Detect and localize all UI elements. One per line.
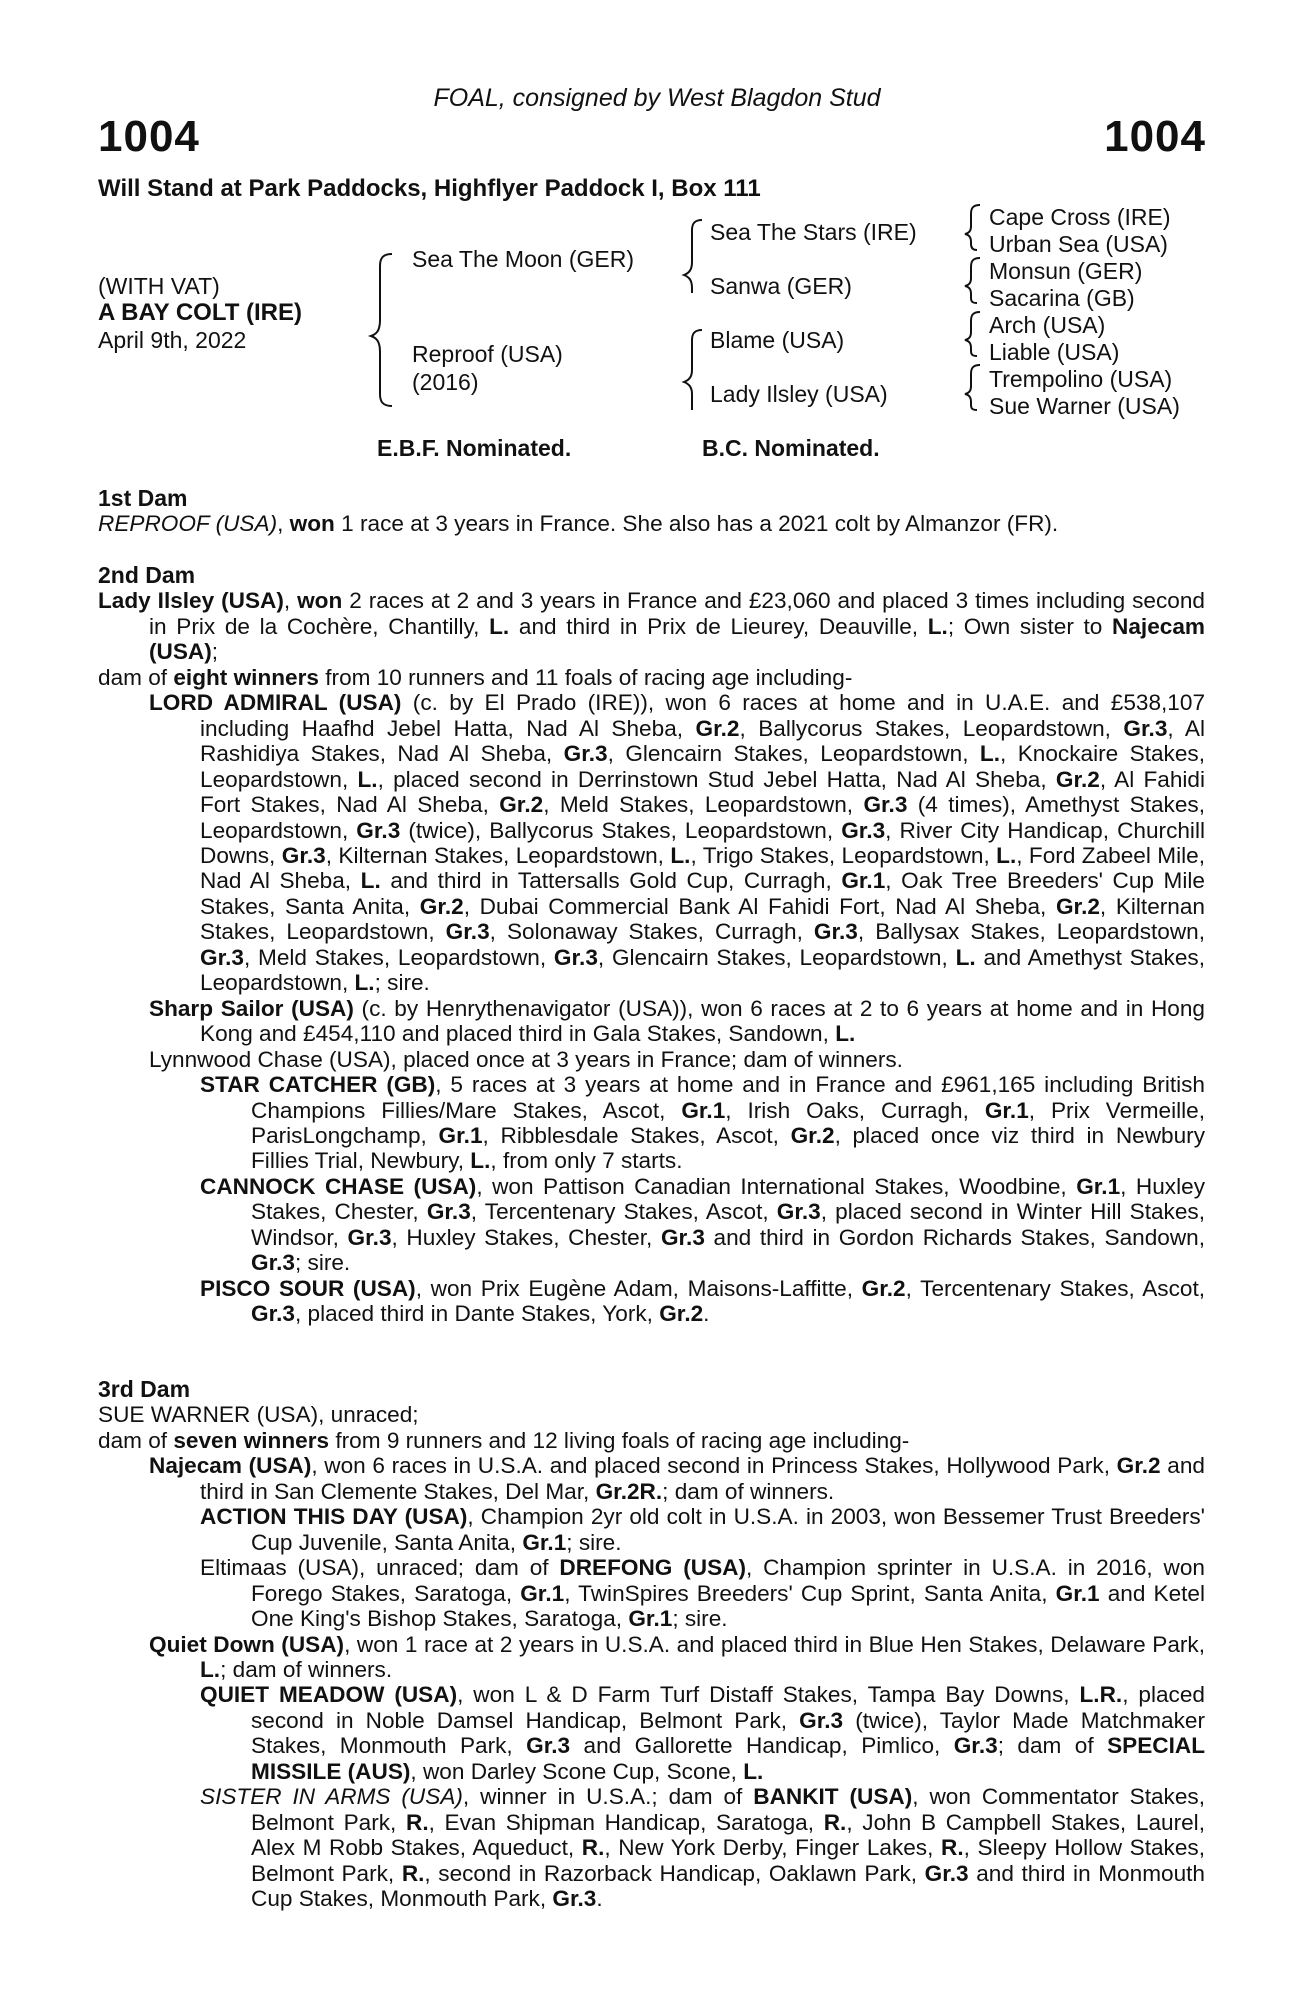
text-run: , Champion 2yr old colt in U.S.A. in 2003, won Bessemer Trust Breeders' Cup Juvenile, Santa Anita, xyxy=(251,1504,1205,1555)
sire-dam-name: Sanwa (GER) xyxy=(710,273,852,299)
text-run: ; dam of winners. xyxy=(662,1478,835,1504)
text-run: Lynnwood Chase (USA), placed once at 3 years in France; dam of winners. xyxy=(149,1046,903,1072)
text-run: , Oak Tree Breeders' Cup Mile Stakes, Santa Anita, xyxy=(200,868,1205,919)
grade-label: Gr.1 xyxy=(841,868,886,894)
grade-label: L. xyxy=(979,741,1001,767)
text-run: , Tercentenary Stakes, Ascot, xyxy=(905,1275,1206,1301)
vat-label: (WITH VAT) xyxy=(98,273,220,299)
grade-label: Gr.1 xyxy=(520,1580,565,1606)
text-run: and Ketel One King's Bishop Stakes, Saratoga, xyxy=(251,1580,1205,1632)
first-dam-won: won xyxy=(289,511,335,537)
produce-entry-quiet-down xyxy=(98,1632,1205,1683)
g3-ancestor: Urban Sea (USA) xyxy=(989,231,1168,257)
grade-label: L. xyxy=(360,868,381,894)
grade-label: Gr.1 xyxy=(1055,1580,1100,1606)
g3-ancestor: Monsun (GER) xyxy=(989,258,1143,284)
text-run: , won Darley Scone Cup, Scone, xyxy=(410,1758,744,1784)
grade-label: L. xyxy=(200,1656,221,1682)
text-run: , Ribblesdale Stakes, Ascot, xyxy=(482,1122,791,1148)
text-run: , won Commentator Stakes, Belmont Park, xyxy=(251,1784,1205,1835)
grade-label: Gr.3 xyxy=(841,817,886,843)
grade-label: Gr.3 xyxy=(552,1886,597,1912)
grade-label: Gr.3 xyxy=(953,1733,998,1759)
text-run: ; sire. xyxy=(672,1606,728,1632)
first-dam-entry: REPROOF (USA), won 1 race at 3 years in France. She also has a 2021 colt by Almanzor (FR). xyxy=(98,511,1059,537)
horse-name-ref: Quiet Down (USA) xyxy=(149,1631,345,1657)
text-run: , Meld Stakes, Leopardstown, xyxy=(243,944,554,970)
text-run: and third in Tattersalls Gold Cup, Curragh, xyxy=(380,868,842,894)
second-dam-name: Lady Ilsley (USA) xyxy=(98,588,284,614)
grade-label: Gr.2 xyxy=(419,893,464,919)
grade-label: Gr.2 xyxy=(1055,893,1100,919)
text-run: (twice), Taylor Made Matchmaker Stakes, Monmouth Park, xyxy=(251,1707,1205,1759)
g3-ancestor: Sue Warner (USA) xyxy=(989,393,1180,419)
second-dam-heading: 2nd Dam xyxy=(98,562,196,588)
grade-label: Gr.3 xyxy=(200,944,244,970)
text-run: from 10 runners and 11 foals of racing age including- xyxy=(318,664,853,690)
text-run: (c. by El Prado (IRE)), won 6 races at home and in U.A.E. and £538,107 including Haafhd Jebel Hatta, Nad Al Sheba, xyxy=(200,690,1206,741)
text-run: , placed third in Dante Stakes, York, xyxy=(294,1301,660,1327)
lot-number-left: 1004 xyxy=(98,112,200,161)
grade-label: L. xyxy=(670,842,691,868)
text-run: , xyxy=(283,588,298,614)
g3-ancestor: Arch (USA) xyxy=(989,312,1106,338)
horse-name-ref: Najecam (USA) xyxy=(149,613,1205,665)
text-run: dam of xyxy=(98,1427,174,1453)
grade-label: R. xyxy=(941,1835,964,1861)
text-run: and third in Monmouth Cup Stakes, Monmouth Park, xyxy=(251,1860,1205,1912)
grade-label: Gr.2 xyxy=(790,1122,835,1148)
grade-label: Gr.1 xyxy=(522,1529,567,1555)
produce-entry-eltimaas xyxy=(98,1555,1205,1631)
text-run: , Al Fahidi Fort Stakes, Nad Al Sheba, xyxy=(200,766,1206,818)
text-run: (twice), Ballycorus Stakes, Leopardstown, xyxy=(400,817,842,843)
horse-name-ref: QUIET MEADOW (USA) xyxy=(200,1682,458,1708)
text-run: , Sleepy Hollow Stakes, Belmont Park, xyxy=(251,1835,1205,1886)
winners-count: seven winners xyxy=(173,1427,330,1453)
brace-g3-2 xyxy=(965,258,980,303)
grade-label: Gr.3 xyxy=(445,919,490,945)
grade-label: L. xyxy=(357,766,378,792)
third-dam-section xyxy=(98,1377,1205,1912)
text-run: , Dubai Commercial Bank Al Fahidi Fort, Nad Al Sheba, xyxy=(463,893,1056,919)
horse-name-ref: Najecam (USA) xyxy=(149,1453,312,1479)
grade-label: L. xyxy=(743,1758,764,1784)
third-dam-produce-summary xyxy=(98,1428,1205,1453)
winners-count: eight winners xyxy=(173,664,319,690)
horse-name-ref: STAR CATCHER (GB) xyxy=(200,1072,436,1098)
produce-entry-quiet-meadow xyxy=(98,1682,1205,1784)
grade-label: L. xyxy=(955,944,976,970)
text-run: ; sire. xyxy=(566,1529,622,1555)
text-run: , Ballycorus Stakes, Leopardstown, xyxy=(739,715,1124,741)
grade-label: Gr.3 xyxy=(347,1224,392,1250)
produce-entry-sister-in-arms xyxy=(98,1784,1205,1911)
g3-ancestor: Liable (USA) xyxy=(989,339,1120,365)
grade-label: L. xyxy=(927,613,948,639)
text-run: from 9 runners and 12 living foals of racing age including- xyxy=(329,1427,910,1453)
grade-label: L.R. xyxy=(1079,1682,1123,1708)
text-run: , from only 7 starts. xyxy=(490,1148,683,1174)
consignor-line: FOAL, consigned by West Blagdon Stud xyxy=(433,84,881,112)
grade-label: R. xyxy=(406,1809,429,1835)
grade-label: Gr.3 xyxy=(251,1301,295,1327)
sire-name: Sea The Moon (GER) xyxy=(412,246,635,272)
produce-entry-cannock-chase xyxy=(98,1174,1205,1276)
brace-dam xyxy=(684,330,702,410)
produce-entry-najecam xyxy=(98,1453,1205,1504)
third-dam-entry xyxy=(98,1402,1205,1427)
text-run: , Kilternan Stakes, Leopardstown, xyxy=(200,893,1205,945)
text-run: and Amethyst Stakes, Leopardstown, xyxy=(200,944,1205,996)
text-run: , Knockaire Stakes, Leopardstown, xyxy=(200,741,1205,792)
text-run: , placed second in Winter Hill Stakes, Windsor, xyxy=(251,1199,1205,1250)
grade-label: Gr.1 xyxy=(984,1097,1029,1123)
text-run: and third in Gordon Richards Stakes, Sandown, xyxy=(704,1224,1206,1250)
text-run: , Prix Vermeille, ParisLongchamp, xyxy=(251,1097,1205,1148)
text-run: , Kilternan Stakes, Leopardstown, xyxy=(325,842,671,868)
won-word: won xyxy=(297,588,343,614)
text-run: , New York Derby, Finger Lakes, xyxy=(604,1835,942,1861)
grade-label: L. xyxy=(354,970,375,996)
second-dam-produce-summary xyxy=(98,665,1205,690)
dam-dam-name: Lady Ilsley (USA) xyxy=(710,381,888,407)
stand-location: Will Stand at Park Paddocks, Highflyer Paddock I, Box 111 xyxy=(98,175,761,202)
grade-label: Gr.3 xyxy=(813,919,858,945)
text-run: , Ballysax Stakes, Leopardstown, xyxy=(857,919,1205,945)
grade-label: L. xyxy=(835,1021,856,1047)
text-run: and third in San Clemente Stakes, Del Mar, xyxy=(200,1453,1205,1504)
text-run: , Solonaway Stakes, Curragh, xyxy=(489,919,814,945)
text-run: ; xyxy=(211,639,219,665)
horse-name-ref: DREFONG (USA) xyxy=(559,1555,746,1581)
text-run: . xyxy=(703,1301,710,1327)
text-run: Eltimaas (USA), unraced; dam of xyxy=(200,1555,560,1581)
text-run: , won 1 race at 2 years in U.S.A. and placed third in Blue Hen Stakes, Delaware Park, xyxy=(344,1631,1205,1657)
grade-label: Gr.2 xyxy=(861,1275,906,1301)
text-run: , placed second in Derrinstown Stud Jebel Hatta, Nad Al Sheba, xyxy=(377,766,1056,792)
text-run: 2 races at 2 and 3 years in France and £23,060 and placed 3 times including second in Prix de la Cochère, Chantilly, xyxy=(149,588,1205,639)
text-run: , 5 races at 3 years at home and in France and £961,165 including British Champions Fillies/Mare Stakes, Ascot, xyxy=(251,1072,1205,1123)
brace-g3-1 xyxy=(965,205,980,250)
text-run: and Gallorette Handicap, Pimlico, xyxy=(570,1733,954,1759)
grade-label: Gr.3 xyxy=(526,1733,571,1759)
grade-label: Gr.3 xyxy=(1123,715,1168,741)
text-run: ; sire. xyxy=(294,1250,351,1276)
produce-entry-star-catcher xyxy=(98,1072,1205,1174)
grade-label: L. xyxy=(996,842,1017,868)
horse-name-ref: BANKIT (USA) xyxy=(753,1784,913,1810)
text-run: , Evan Shipman Handicap, Saratoga, xyxy=(428,1809,824,1835)
horse-name-ref: PISCO SOUR (USA) xyxy=(200,1275,416,1301)
text-run: , Glencairn Stakes, Leopardstown, xyxy=(607,741,980,767)
text-run: , Trigo Stakes, Leopardstown, xyxy=(690,842,997,868)
horse-name-ref: Sharp Sailor (USA) xyxy=(149,995,354,1021)
grade-label: Gr.3 xyxy=(356,817,401,843)
horse-name-ref: CANNOCK CHASE (USA) xyxy=(200,1173,477,1199)
horse-name-ref: SPECIAL MISSILE (AUS) xyxy=(251,1733,1205,1784)
ebf-nomination: E.B.F. Nominated. xyxy=(377,435,572,461)
g3-ancestor: Cape Cross (IRE) xyxy=(989,204,1171,230)
text-run: , placed once viz third in Newbury Fillies Trial, Newbury, xyxy=(251,1122,1205,1174)
grade-label: Gr.1 xyxy=(681,1097,726,1123)
text-run: ; sire. xyxy=(374,970,430,996)
grade-label: Gr.3 xyxy=(660,1224,705,1250)
text-run: , Al Rashidiya Stakes, Nad Al Sheba, xyxy=(200,715,1205,767)
grade-label: Gr.3 xyxy=(553,944,598,970)
grade-label: Gr.1 xyxy=(628,1606,673,1632)
text-run: , TwinSpires Breeders' Cup Sprint, Santa Anita, xyxy=(564,1580,1056,1606)
grade-label: Gr.3 xyxy=(799,1707,844,1733)
grade-label: Gr.3 xyxy=(563,741,608,767)
dam-sire-name: Blame (USA) xyxy=(710,327,845,353)
g3-ancestor: Trempolino (USA) xyxy=(989,366,1173,392)
grade-label: Gr.3 xyxy=(251,1250,295,1276)
text-run: , John B Campbell Stakes, Laurel, Alex M Robb Stakes, Aqueduct, xyxy=(251,1809,1205,1861)
text-run: (4 times), Amethyst Stakes, Leopardstown, xyxy=(200,792,1205,843)
horse-name-ref: SISTER IN ARMS (USA) xyxy=(200,1784,463,1810)
grade-label: Gr.3 xyxy=(924,1860,969,1886)
third-dam-heading: 3rd Dam xyxy=(98,1376,191,1402)
produce-entry-sharp-sailor xyxy=(98,996,1205,1047)
grade-label: R. xyxy=(581,1835,605,1861)
first-dam-section xyxy=(98,486,1205,537)
text-run: (c. by Henrythenavigator (USA)), won 6 races at 2 to 6 years at home and in Hong Kong and £454,110 and placed third in Gala Stakes, Sandown, xyxy=(200,995,1205,1047)
grade-label: Gr.2 xyxy=(1116,1453,1161,1479)
text-run: , won Prix Eugène Adam, Maisons-Laffitte, xyxy=(415,1275,862,1301)
grade-label: R. xyxy=(401,1860,425,1886)
second-dam-entry xyxy=(98,588,1205,664)
grade-label: L. xyxy=(470,1148,491,1174)
bc-nomination: B.C. Nominated. xyxy=(702,435,880,461)
grade-label: Gr.3 xyxy=(863,792,908,818)
text-run: ; dam of winners. xyxy=(220,1656,393,1682)
produce-entry-lynnwood-chase xyxy=(98,1047,1205,1072)
text-run: , placed second in Noble Damsel Handicap, Belmont Park, xyxy=(251,1682,1205,1733)
text-run: and third in Prix de Lieurey, Deauville, xyxy=(509,613,928,639)
text-run: , Huxley Stakes, Chester, xyxy=(251,1173,1205,1225)
grade-label: Gr.3 xyxy=(426,1199,471,1225)
grade-label: Gr.1 xyxy=(1076,1173,1121,1199)
produce-entry-action-this-day xyxy=(98,1504,1205,1555)
first-dam-text: 1 race at 3 years in France. She also has a 2021 colt by Almanzor (FR). xyxy=(334,511,1059,537)
horse-name: A BAY COLT (IRE) xyxy=(98,299,303,326)
text-run: , Champion sprinter in U.S.A. in 2016, won Forego Stakes, Saratoga, xyxy=(251,1555,1205,1606)
dam-name: Reproof (USA) xyxy=(412,341,563,367)
lot-number-right: 1004 xyxy=(1104,112,1206,161)
text-run: , Irish Oaks, Curragh, xyxy=(725,1097,985,1123)
text-run: , Huxley Stakes, Chester, xyxy=(391,1224,661,1250)
g3-ancestor: Sacarina (GB) xyxy=(989,285,1135,311)
text-run: , Glencairn Stakes, Leopardstown, xyxy=(597,944,956,970)
brace-g3-4 xyxy=(965,365,980,410)
text-run: ; Own sister to xyxy=(947,613,1113,639)
horse-name-ref: ACTION THIS DAY (USA) xyxy=(200,1504,468,1530)
text-run: ; dam of xyxy=(997,1733,1108,1759)
text-run: . xyxy=(596,1886,603,1912)
text-run: , won Pattison Canadian International Stakes, Woodbine, xyxy=(476,1173,1077,1199)
grade-label: R. xyxy=(823,1809,847,1835)
grade-label: L. xyxy=(489,613,510,639)
produce-entry-pisco-sour xyxy=(98,1276,1205,1327)
grade-label: Gr.2 xyxy=(695,715,740,741)
text-run: , River City Handicap, Churchill Downs, xyxy=(200,817,1205,868)
text-run: , second in Razorback Handicap, Oaklawn Park, xyxy=(424,1860,925,1886)
first-dam-name: REPROOF (USA) xyxy=(98,511,278,537)
text-run: SUE WARNER (USA), unraced; xyxy=(98,1402,419,1428)
text-run: dam of xyxy=(98,664,174,690)
grade-label: Gr.3 xyxy=(776,1199,821,1225)
dam-year: (2016) xyxy=(412,369,479,395)
text-run: , won L & D Farm Turf Distaff Stakes, Tampa Bay Downs, xyxy=(457,1682,1080,1708)
grade-label: Gr.2 xyxy=(659,1301,704,1327)
text-run: , Tercentenary Stakes, Ascot, xyxy=(470,1199,777,1225)
text-run: , Ford Zabeel Mile, Nad Al Sheba, xyxy=(200,842,1205,894)
grade-label: Gr.2 xyxy=(1055,766,1100,792)
foaling-date: April 9th, 2022 xyxy=(98,327,247,353)
produce-entry-lord-admiral xyxy=(98,690,1205,995)
grade-label: Gr.1 xyxy=(438,1122,483,1148)
grade-label: Gr.2 xyxy=(499,792,544,818)
grade-label: Gr.2R. xyxy=(595,1478,663,1504)
brace-sire xyxy=(684,220,702,293)
horse-name-ref: LORD ADMIRAL (USA) xyxy=(149,690,402,716)
brace-sire-dam xyxy=(371,254,392,406)
grade-label: Gr.3 xyxy=(281,842,326,868)
brace-g3-3 xyxy=(965,312,980,356)
first-dam-heading: 1st Dam xyxy=(98,485,188,511)
sire-sire-name: Sea The Stars (IRE) xyxy=(710,219,917,245)
second-dam-section xyxy=(98,563,1205,1327)
text-run: , won 6 races in U.S.A. and placed second in Princess Stakes, Hollywood Park, xyxy=(311,1453,1117,1479)
text-run: , Meld Stakes, Leopardstown, xyxy=(543,792,864,818)
text-run: , winner in U.S.A.; dam of xyxy=(462,1784,754,1810)
